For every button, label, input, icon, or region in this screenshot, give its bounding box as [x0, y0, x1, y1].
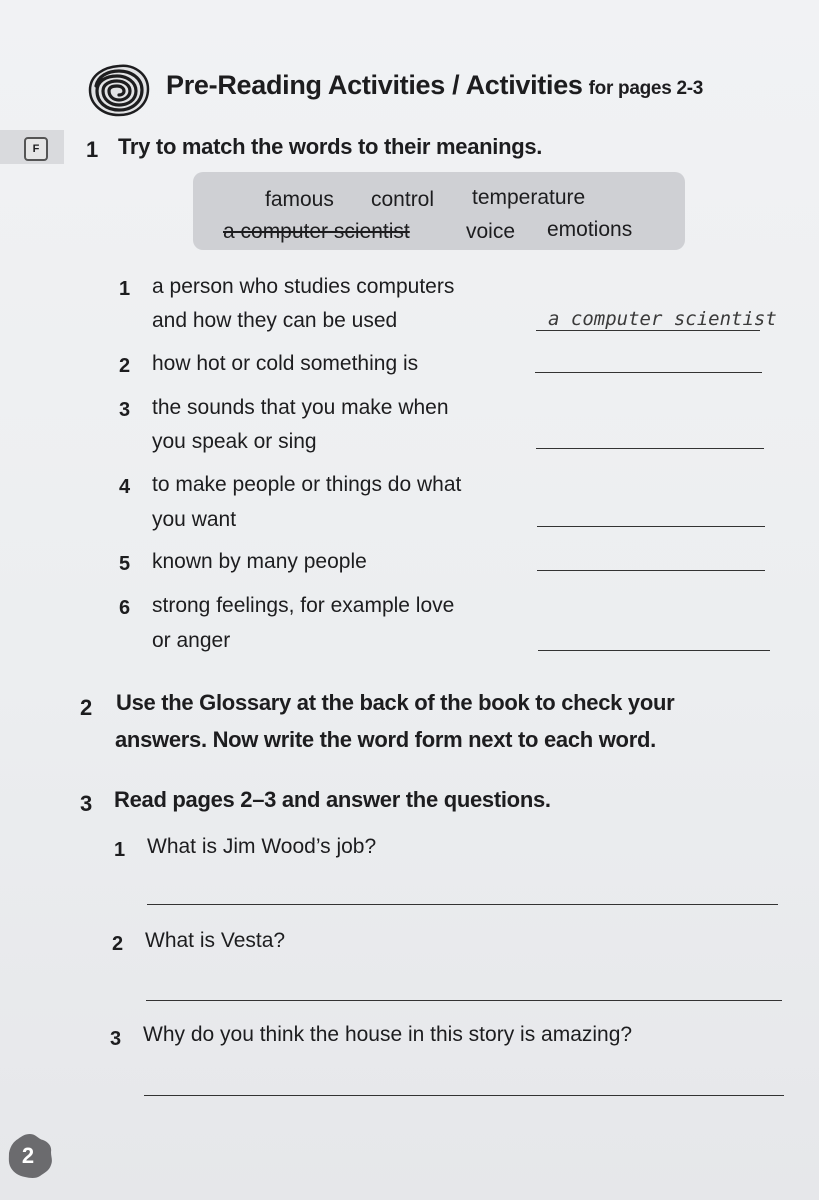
question-1-answer-line[interactable] — [147, 904, 778, 905]
item-1-answer: a computer scientist — [548, 308, 777, 330]
section-1-number: 1 — [86, 137, 99, 162]
item-1-line-2: and how they can be used — [152, 309, 398, 332]
word-voice: voice — [466, 220, 516, 243]
question-3-number: 3 — [110, 1028, 122, 1050]
level-badge: F — [24, 137, 48, 161]
item-4-number: 4 — [119, 476, 131, 498]
item-6-line-2: or anger — [152, 629, 231, 652]
section-2-number: 2 — [80, 695, 93, 720]
section-3-instruction: Read pages 2–3 and answer the questions. — [114, 787, 551, 812]
item-2-answer-line[interactable] — [535, 372, 762, 373]
spiral-rose-icon — [86, 62, 152, 118]
page-title — [166, 70, 703, 101]
word-famous: famous — [265, 188, 334, 211]
question-1-number: 1 — [114, 839, 126, 861]
item-1-answer-line[interactable] — [536, 330, 760, 331]
item-6-number: 6 — [119, 597, 131, 619]
title-text: Pre-Reading Activities / Activities — [166, 70, 583, 100]
item-2-number: 2 — [119, 355, 131, 377]
word-computer-scientist: a computer scientist — [223, 220, 410, 243]
question-1-text: What is Jim Wood’s job? — [147, 835, 377, 858]
item-2-line-1: how hot or cold something is — [152, 352, 419, 375]
item-1-line-1: a person who studies computers — [152, 275, 455, 298]
item-5-answer-line[interactable] — [537, 570, 765, 571]
word-emotions: emotions — [547, 218, 633, 241]
item-3-line-1: the sounds that you make when — [152, 396, 449, 419]
page-number: 2 — [21, 1143, 35, 1168]
section-2-line-1: Use the Glossary at the back of the book to check your — [116, 690, 675, 715]
section-2-line-2: answers. Now write the word form next to each word. — [115, 727, 656, 752]
title-pages: for pages 2-3 — [588, 78, 703, 99]
question-2-text: What is Vesta? — [145, 929, 286, 952]
item-5-line-1: known by many people — [152, 550, 367, 573]
item-3-line-2: you speak or sing — [152, 430, 317, 453]
item-6-line-1: strong feelings, for example love — [152, 594, 455, 617]
word-control: control — [371, 188, 435, 211]
item-3-answer-line[interactable] — [536, 448, 764, 449]
item-3-number: 3 — [119, 399, 131, 421]
question-2-number: 2 — [112, 933, 124, 955]
item-4-line-1: to make people or things do what — [152, 473, 462, 496]
item-6-answer-line[interactable] — [538, 650, 770, 651]
question-2-answer-line[interactable] — [146, 1000, 782, 1001]
word-temperature: temperature — [472, 186, 586, 209]
section-3-number: 3 — [80, 791, 93, 816]
item-4-line-2: you want — [152, 508, 237, 531]
section-1-instruction: Try to match the words to their meanings. — [118, 134, 543, 159]
item-5-number: 5 — [119, 553, 131, 575]
item-4-answer-line[interactable] — [537, 526, 765, 527]
question-3-text: Why do you think the house in this story is amazing? — [143, 1023, 633, 1046]
item-1-number: 1 — [119, 278, 131, 300]
question-3-answer-line[interactable] — [144, 1095, 784, 1096]
